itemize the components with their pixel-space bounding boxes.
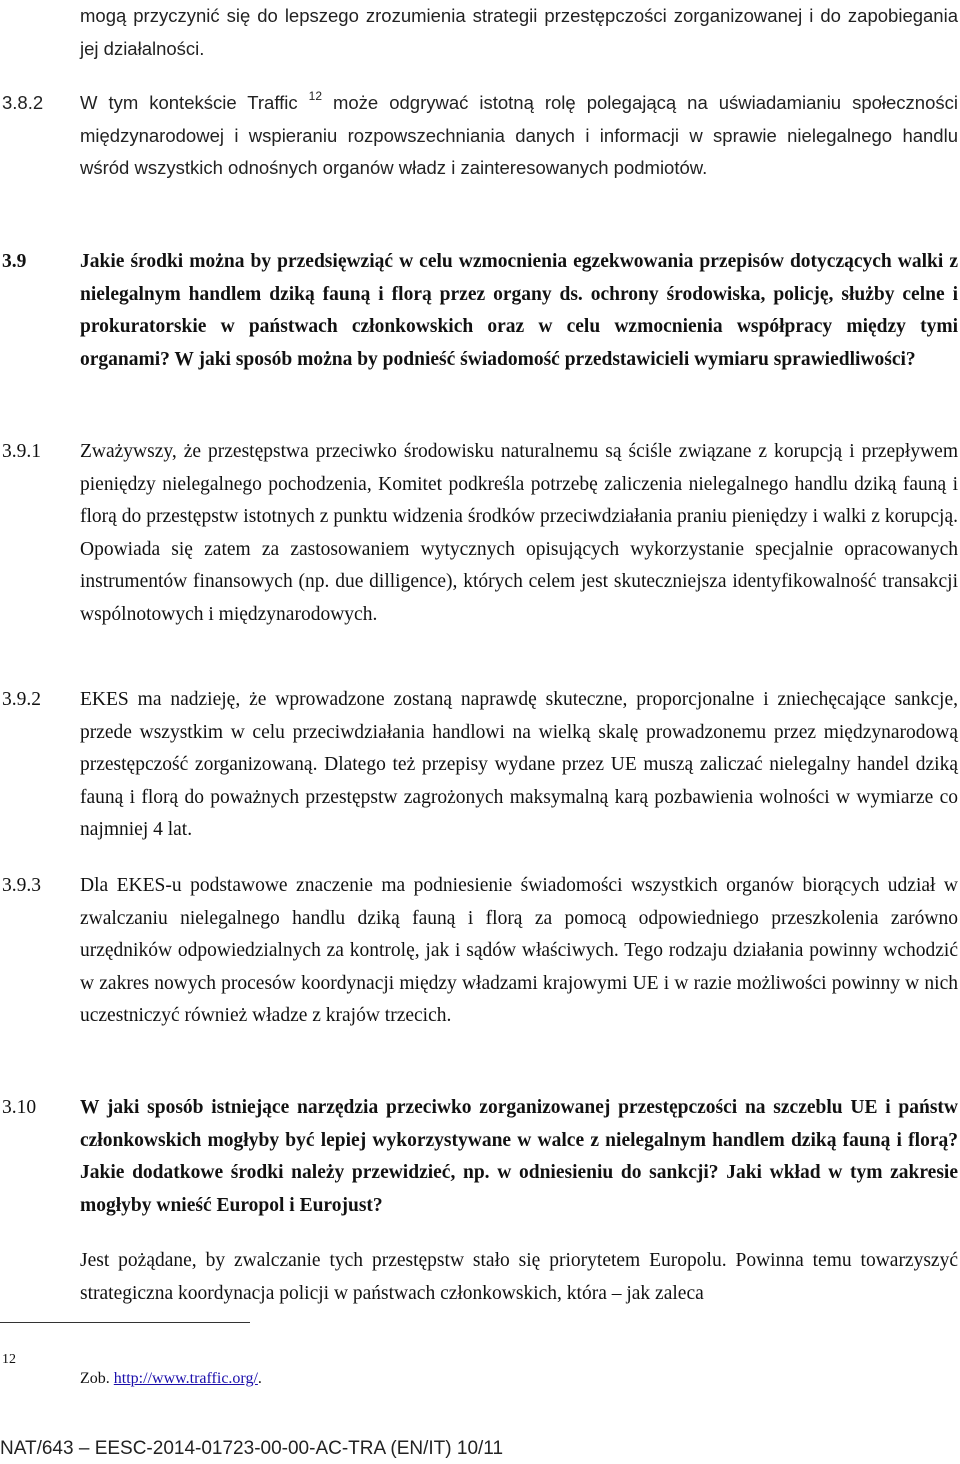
paragraph-text: Dla EKES-u podstawowe znaczenie ma podniesienie świadomości wszystkich organów biorących udział w zwalczaniu nielegalnego handlu dziką fauną i florą za pomocą odpowiedniego przeszkolenia zarówno urzędników odpowiedzialnych za kontrolę, jak i sądów właściwych. Tego rodzaju działania powinny wchodzić w zakres nowych procesów koordynacji między władzami krajowymi UE i w razie możliwości powinny w nich uczestniczyć również władze z krajów trzecich.: [80, 875, 958, 1026]
footnote-link[interactable]: http://www.traffic.org/: [113, 1370, 258, 1387]
paragraph-text: EKES ma nadzieję, że wprowadzone zostaną naprawdę skuteczne, proporcjonalne i zniechęcające sankcje, przede wszystkim w celu przeciwdziałania handlowi na wielką skalę prowadzonemu przez międzynarodową przestępczość zorganizowaną. Dlatego też przepisy wydane przez UE muszą zaliczać nielegalny handel dziką fauną i florą do poważnych przestępstw zagrożonych maksymalną karą pozbawienia wolności w wymiarze co najmniej 4 lat.: [80, 689, 958, 840]
paragraph-text-part: W tym kontekście Traffic: [80, 92, 298, 113]
paragraph-3-10-answer: [0, 1245, 958, 1310]
paragraph-number: 3.9.3: [2, 875, 41, 896]
footnote-suffix: .: [257, 1370, 262, 1387]
paragraph-text: [80, 87, 958, 185]
paragraph-3-10: [0, 1092, 958, 1222]
document-footer: NAT/643 – EESC-2014-01723-00-00-AC-TRA (EN/IT) 10/11: [0, 1438, 504, 1459]
intro-text: mogą przyczynić się do lepszego zrozumienia strategii przestępczości zorganizowanej i do zapobiegania jej działalności.: [80, 5, 958, 59]
paragraph-number: 3.9.2: [2, 689, 41, 710]
paragraph-number: 3.8.2: [2, 92, 44, 113]
intro-paragraph: [0, 0, 958, 65]
paragraph-3-9: [0, 246, 958, 376]
footnote-prefix: Zob.: [80, 1370, 110, 1387]
paragraph-number: 3.10: [2, 1097, 37, 1118]
paragraph-number: 3.9.1: [2, 441, 41, 462]
paragraph-number: 3.9: [2, 251, 27, 272]
answer-text: Jest pożądane, by zwalczanie tych przestępstw stało się priorytetem Europolu. Powinna temu towarzyszyć strategiczna koordynacja policji w państwach członkowskich, która – jak zaleca: [80, 1250, 958, 1304]
paragraph-3-9-1: [0, 436, 958, 631]
footnote-separator: [0, 1322, 250, 1323]
question-text: W jaki sposób istniejące narzędzia przeciwko zorganizowanej przestępczości na szczeblu UE i państw członkowskich mogłyby być lepiej wykorzystywane w walce z nielegalnym handlem dziką fauną i florą? Jakie dodatkowe środki należy przewidzieć, np. w odniesieniu do sankcji? Jaki wkład w tym zakresie mogłyby wnieść Europol i Eurojust?: [80, 1097, 958, 1216]
paragraph-text: Zważywszy, że przestępstwa przeciwko środowisku naturalnemu są ściśle związane z korupcją i przepływem pieniędzy nielegalnego pochodzenia, Komitet podkreśla potrzebę zaliczenia nielegalnego handlu dziką fauną i florą do przestępstw istotnych z punktu widzenia środków przeciwdziałania praniu pieniędzy i walki z korupcją. Opowiada się zatem za zastosowaniem wytycznych opisujących wykorzystanie specjalnie opracowanych instrumentów finansowych (np. due dilligence), których celem jest skuteczniejsza identyfikowalność transakcji wspólnotowych i międzynarodowych.: [80, 441, 958, 625]
paragraph-3-8-2: [0, 87, 958, 185]
footnote-reference[interactable]: 12: [308, 89, 322, 103]
paragraph-3-9-3: [0, 870, 958, 1033]
paragraph-text-part: może odgrywać istotną rolę polegającą na uświadamianiu społeczności międzynarodowej i wspieraniu rozpowszechniania danych i informacji w sprawie nielegalnego handlu wśród wszystkich odnośnych organów władz i zainteresowanych podmiotów.: [80, 92, 958, 178]
paragraph-3-9-2: [0, 684, 958, 847]
footnote-number: 12: [2, 1352, 16, 1367]
question-text: Jakie środki można by przedsięwziąć w celu wzmocnienia egzekwowania przepisów dotyczących walki z nielegalnym handlem dziką fauną i florą przez organy ds. ochrony środowiska, policję, służby celne i prokuratorskie w państwach członkowskich oraz w celu wzmocnienia współpracy między tymi organami? W jaki sposób można by podnieść świadomość przedstawicieli wymiaru sprawiedliwości?: [80, 251, 958, 370]
footnote-text: [80, 1369, 262, 1389]
